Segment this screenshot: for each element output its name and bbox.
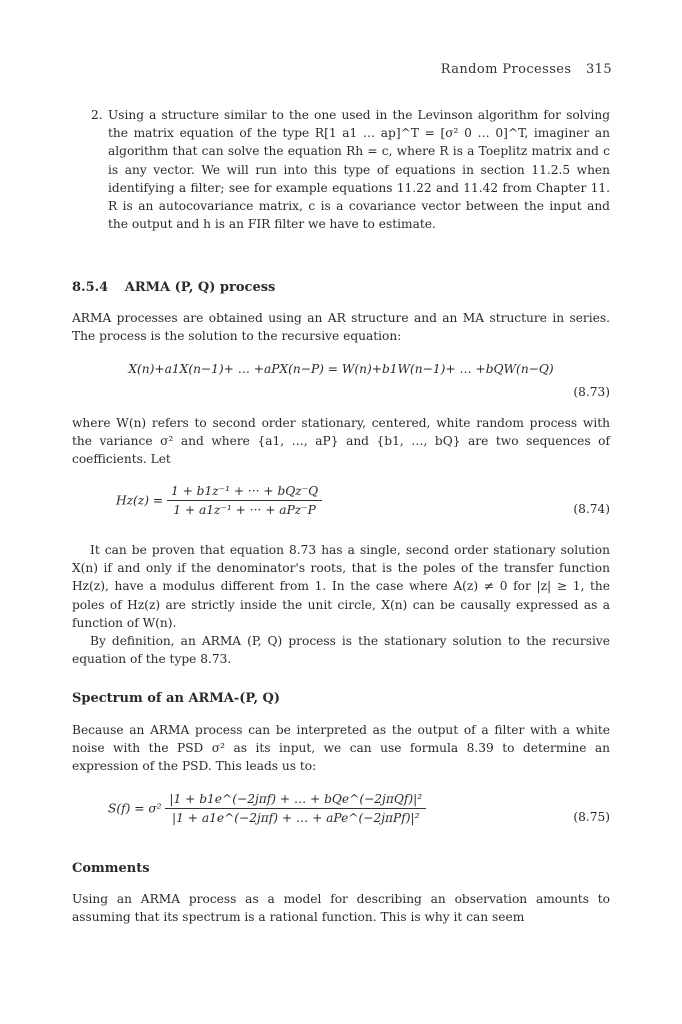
equation-denominator: |1 + a1e^(−2jπf) + … + aPe^(−2jπPf)|²: [172, 811, 420, 825]
equation-8-74: [116, 484, 322, 517]
equation-fraction: [165, 792, 426, 825]
paragraph-text: It can be proven that equation 8.73 has a single, second order stationary solution X(n) if and only if the denominator's roots, that is the poles of the transfer function Hz(z), have a modulus different from 1. In the case where A(z) ≠ 0 for |z| ≥ 1, the poles of Hz(z) are strictly inside the unit circle, X(n) can be causally expressed as a function of W(n).: [72, 543, 610, 630]
exercise-number: 2.: [91, 108, 103, 122]
paragraph-stationarity: [72, 541, 610, 632]
section-title: ARMA (P, Q) process: [124, 280, 276, 295]
equation-label-8-74: (8.74): [573, 502, 610, 516]
paragraph-intro: [72, 309, 610, 345]
paragraph-spectrum: [72, 721, 610, 776]
paragraph-arma-definition: [72, 632, 610, 668]
equation-lhs: Hz(z) =: [116, 493, 164, 508]
header-title: Random Processes: [440, 62, 572, 77]
equation-label-8-73: (8.73): [573, 385, 610, 399]
paragraph-text: ARMA processes are obtained using an AR structure and an MA structure in series. The process is the solution to the recursive equation:: [72, 311, 610, 344]
equation-numerator: 1 + b1z⁻¹ + ··· + bQz⁻Q: [167, 484, 322, 501]
subsection-heading: Spectrum of an ARMA-(P, Q): [72, 691, 280, 706]
paragraph-definition: [72, 414, 610, 469]
section-number: 8.5.4: [72, 280, 109, 295]
equation-8-75: [108, 792, 426, 825]
exercise-text: Using a structure similar to the one used in the Levinson algorithm for solving the matrix equation of the type R[1 a1 … ap]^T = [σ² 0 … 0]^T, imaginer an algorithm that can solve the equation Rh = c, where R is a Toeplitz matrix and c is any vector. We will run into this type of equations in section 11.2.5 when identifying a filter; see for example equations 11.22 and 11.42 from Chapter 11. R is an autocovariance matrix, c is a covariance vector between the input and the output and h is an FIR filter we have to estimate.: [108, 108, 610, 232]
running-header: [441, 62, 612, 77]
exercise-item-2: [72, 106, 610, 233]
equation-numerator: |1 + b1e^(−2jπf) + … + bQe^(−2jπQf)|²: [165, 792, 426, 809]
paragraph-text: where W(n) refers to second order stationary, centered, white random process with the variance σ² and where {a1, …, aP} and {b1, …, bQ} are two sequences of coefficients. Let: [72, 416, 610, 467]
paragraph-text: Using an ARMA process as a model for describing an observation amounts to assuming that its spectrum is a rational function. This is why it can seem: [72, 892, 610, 925]
section-heading: [72, 280, 275, 295]
comments-heading: Comments: [72, 861, 150, 876]
paragraph-comments: [72, 890, 610, 926]
equation-lhs: S(f) = σ²: [108, 801, 162, 816]
equation-formula: X(n)+a1X(n−1)+ … +aPX(n−P) = W(n)+b1W(n−1)+ … +bQW(n−Q): [128, 362, 554, 376]
paragraph-text: Because an ARMA process can be interpreted as the output of a filter with a white noise with the PSD σ² as its input, we can use formula 8.39 to determine an expression of the PSD. This leads us to:: [72, 723, 610, 774]
equation-denominator: 1 + a1z⁻¹ + ··· + aPz⁻P: [173, 503, 316, 517]
equation-8-73: [72, 362, 610, 376]
paragraph-text: By definition, an ARMA (P, Q) process is the stationary solution to the recursive equation of the type 8.73.: [72, 634, 610, 667]
equation-label-8-75: (8.75): [573, 810, 610, 824]
page-number: 315: [585, 62, 612, 77]
equation-fraction: [167, 484, 322, 517]
